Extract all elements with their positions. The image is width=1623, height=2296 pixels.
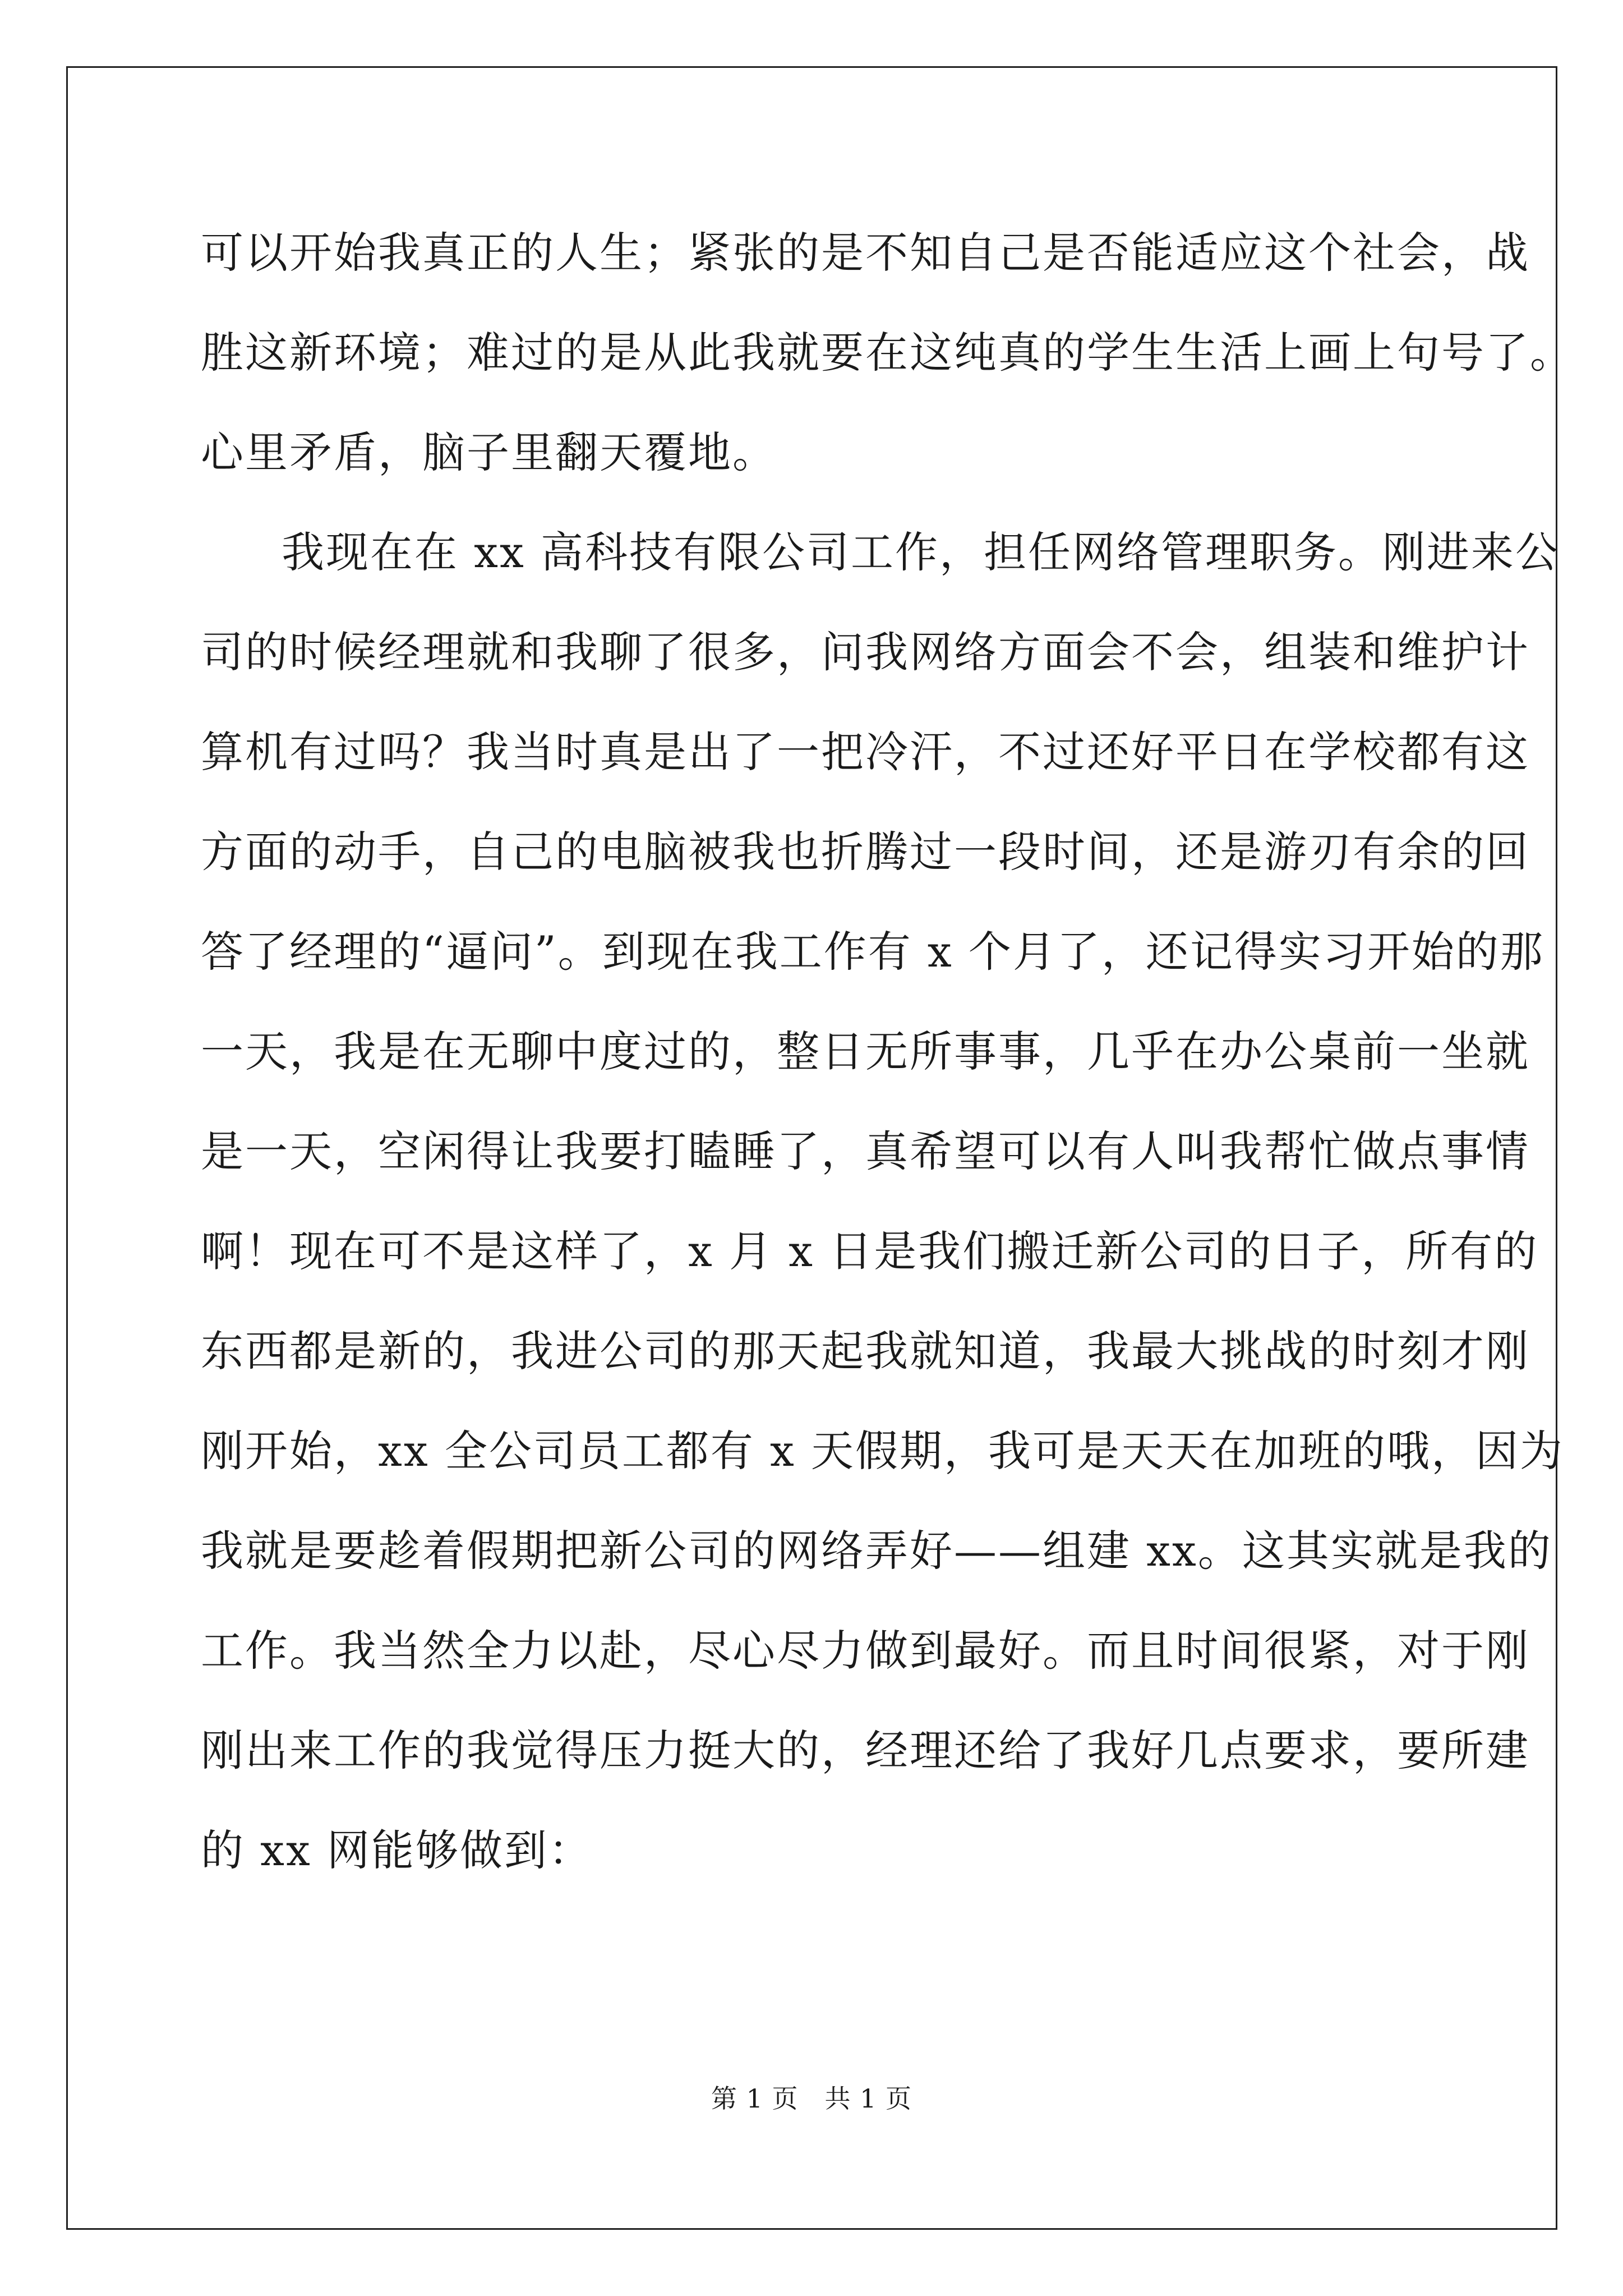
paragraph-first-line: 我现在在 xx 高科技有限公司工作，担任网络管理职务。刚进来公 [282,527,1560,577]
text-line: 是一天，空闲得让我要打瞌睡了，真希望可以有人叫我帮忙做点事情 [201,1126,1530,1176]
text-line: 答了经理的“逼问”。到现在我工作有 x 个月了，还记得实习开始的那 [201,927,1544,977]
text-line: 我就是要趁着假期把新公司的网络弄好——组建 xx。这其实就是我的 [201,1526,1552,1576]
text-line: 东西都是新的，我进公司的那天起我就知道，我最大挑战的时刻才刚 [201,1326,1530,1376]
text-line: 方面的动手，自己的电脑被我也折腾过一段时间，还是游刃有余的回 [201,827,1530,877]
text-line: 心里矛盾，脑子里翻天覆地。 [201,427,777,477]
text-line: 啊！现在可不是这样了，x 月 x 日是我们搬迁新公司的日子，所有的 [201,1226,1539,1276]
text-line: 司的时候经理就和我聊了很多，问我网络方面会不会，组装和维护计 [201,627,1530,677]
text-line: 刚开始，xx 全公司员工都有 x 天假期，我可是天天在加班的哦，因为 [201,1426,1565,1476]
text-line: 胜这新环境；难过的是从此我就要在这纯真的学生生活上画上句号了。 [201,328,1574,378]
document-body [201,203,1574,1901]
text-line: 工作。我当然全力以赴，尽心尽力做到最好。而且时间很紧，对于刚 [201,1626,1530,1676]
text-line: 刚出来工作的我觉得压力挺大的，经理还给了我好几点要求，要所建 [201,1726,1530,1775]
text-line: 一天，我是在无聊中度过的，整日无所事事，几乎在办公桌前一坐就 [201,1027,1530,1076]
text-line: 算机有过吗？我当时真是出了一把冷汗，不过还好平日在学校都有这 [201,727,1530,777]
text-line: 可以开始我真正的人生；紧张的是不知自己是否能适应这个社会，战 [201,228,1530,278]
text-line: 的 xx 网能够做到： [201,1825,593,1875]
page-footer: 第 1 页 共 1 页 [711,2083,912,2114]
